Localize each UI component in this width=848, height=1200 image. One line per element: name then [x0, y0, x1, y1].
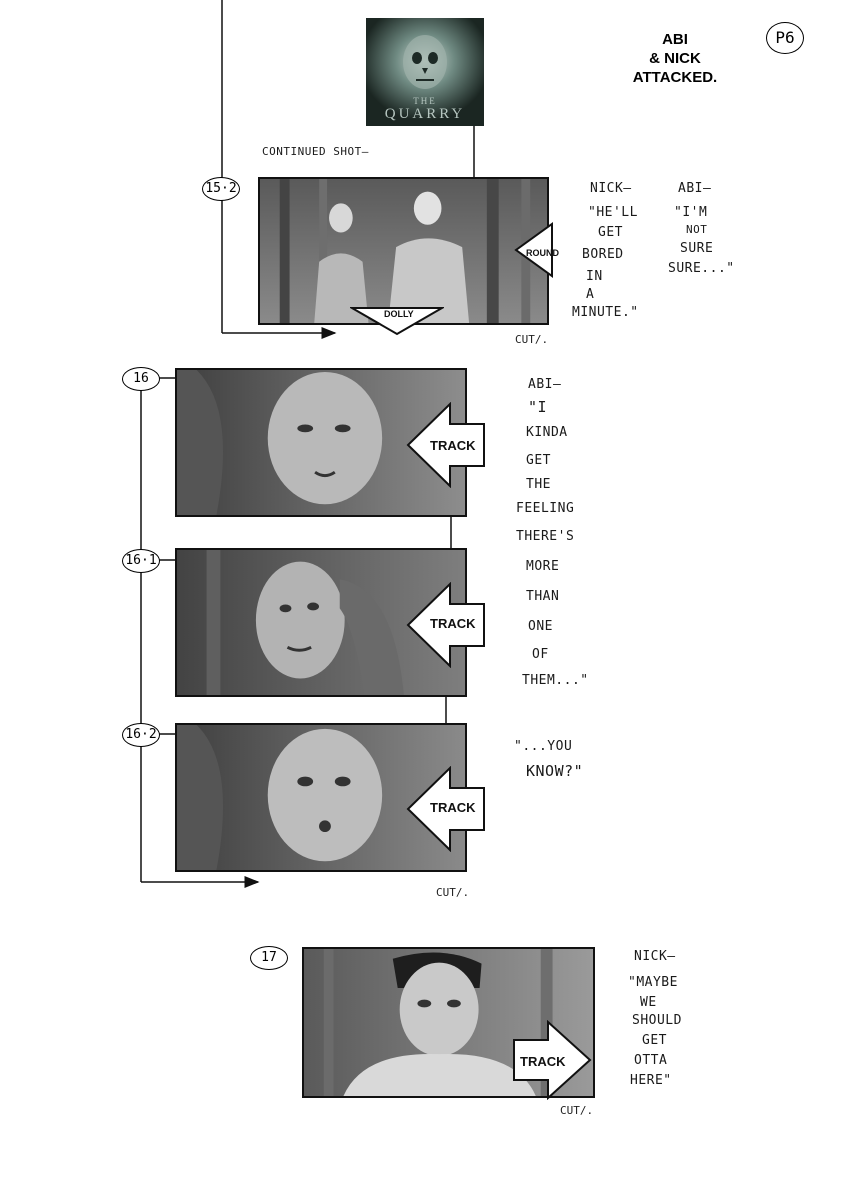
camera-move-label: TRACK [520, 1054, 566, 1069]
dialogue-line: THAN [526, 589, 560, 604]
cut-note: CUT/. [515, 333, 549, 346]
shot-label-16-2: 16·2 [122, 723, 160, 747]
dialogue-line: THE [526, 477, 551, 492]
scene-title-line: & NICK [649, 50, 701, 67]
dialogue-line: OF [532, 647, 549, 662]
camera-move-label: ROUND [526, 248, 559, 258]
dialogue-line: KNOW?" [526, 762, 584, 780]
dialogue-line: "...YOU [514, 739, 573, 754]
camera-move-label: DOLLY [384, 309, 414, 319]
dialogue-line: THEM..." [522, 673, 589, 688]
continued-shot-note: CONTINUED SHOT— [262, 145, 369, 158]
dialogue-line: "HE'LL [588, 205, 638, 220]
shot-label-16-1: 16·1 [122, 549, 160, 573]
shot-label-15-2: 15·2 [202, 177, 240, 201]
dialogue-line: THERE'S [516, 529, 575, 544]
dialogue-line: "I'M [674, 205, 708, 220]
dialogue-line: "MAYBE [628, 975, 678, 990]
cut-note: CUT/. [436, 886, 470, 899]
dialogue-line: A [586, 287, 595, 302]
dialogue-line: GET [526, 453, 551, 468]
shot-label-17: 17 [250, 946, 288, 970]
speaker-name: ABI— [528, 377, 562, 392]
dialogue-line: OTTA [634, 1053, 668, 1068]
shot-label-16: 16 [122, 367, 160, 391]
dialogue-line: GET [598, 225, 623, 240]
dialogue-line: GET [642, 1033, 667, 1048]
dialogue-line: ONE [528, 619, 553, 634]
dialogue-line: "I [528, 398, 548, 416]
dialogue-line: SHOULD [632, 1013, 682, 1028]
logo-quarry-text: QUARRY [384, 106, 466, 122]
scene-title [610, 30, 740, 87]
dialogue-line: MORE [526, 559, 560, 574]
dialogue-line: SURE..." [668, 261, 735, 276]
speaker-name: NICK— [590, 181, 632, 196]
camera-move-label: TRACK [430, 616, 476, 631]
dialogue-line: SURE [680, 241, 714, 256]
dialogue-line: WE [640, 995, 657, 1010]
camera-move-label: TRACK [430, 438, 476, 453]
dialogue-line: IN [586, 269, 603, 284]
dialogue-line: MINUTE." [572, 305, 639, 320]
dialogue-line: KINDA [526, 425, 568, 440]
dialogue-line: FEELING [516, 501, 575, 516]
panel-sketch [260, 179, 547, 323]
dialogue-line: HERE" [630, 1073, 672, 1088]
speaker-name: NICK— [634, 949, 676, 964]
the-quarry-logo [366, 18, 484, 126]
cut-note: CUT/. [560, 1104, 594, 1117]
dialogue-line: NOT [686, 223, 708, 236]
page-number: P6 [766, 22, 804, 54]
storyboard-panel-15-2 [258, 177, 549, 325]
scene-title-line: ABI [662, 31, 688, 48]
speaker-name: ABI— [678, 181, 712, 196]
logo-the-text: THE [413, 96, 437, 106]
scene-title-line: ATTACKED. [632, 69, 718, 86]
dialogue-line: BORED [582, 247, 624, 262]
camera-move-label: TRACK [430, 800, 476, 815]
